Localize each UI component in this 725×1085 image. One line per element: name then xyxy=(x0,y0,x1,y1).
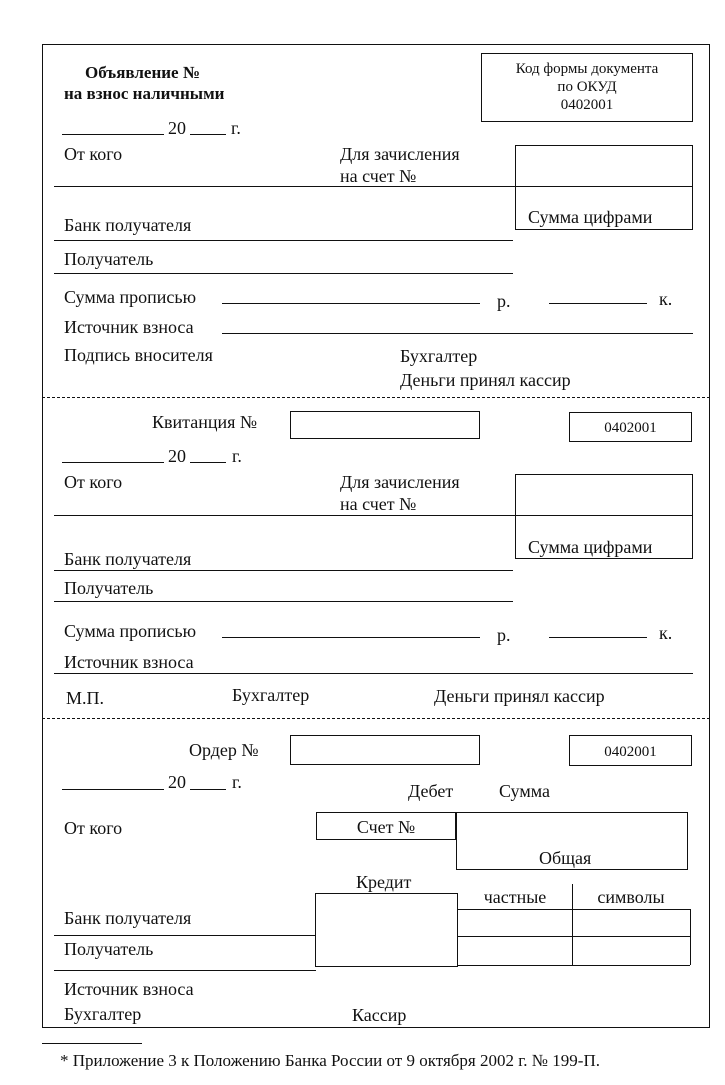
order-code: 0402001 xyxy=(604,744,657,760)
receipt-date-suffix: г. xyxy=(232,446,242,466)
receipt-date-year-line[interactable] xyxy=(190,462,226,463)
receipt-title: Квитанция № xyxy=(152,412,258,432)
credit-label-line2: на счет № xyxy=(340,166,417,186)
okud-code: 0402001 xyxy=(560,97,614,113)
order-total-label: Общая xyxy=(539,848,592,868)
okud-line2: по ОКУД xyxy=(557,79,617,95)
date-year: 20 xyxy=(168,118,186,138)
okud-text xyxy=(481,60,693,114)
kop-label: к. xyxy=(659,289,673,309)
order-bank-line[interactable] xyxy=(54,935,316,936)
from-label: От кого xyxy=(64,144,123,164)
credit-label xyxy=(340,144,460,186)
order-date-day-line[interactable] xyxy=(62,789,164,790)
order-date-year-line[interactable] xyxy=(190,789,226,790)
okud-line1: Код формы документа xyxy=(515,61,659,77)
receipt-cashier-received: Деньги принял кассир xyxy=(434,686,605,706)
receipt-credit-label xyxy=(340,472,460,514)
cashier-received-label: Деньги принял кассир xyxy=(400,370,571,390)
notice-title xyxy=(82,62,200,84)
receipt-stamp: М.П. xyxy=(66,688,105,708)
receipt-code-box xyxy=(569,412,692,442)
order-title: Ордер № xyxy=(189,740,259,760)
order-partial-label: частные xyxy=(483,887,547,907)
receipt-date-day-line[interactable] xyxy=(62,462,164,463)
date-year-line[interactable] xyxy=(190,134,226,135)
order-date-suffix: г. xyxy=(232,772,242,792)
notice-title-2 xyxy=(64,83,224,105)
order-from-label: От кого xyxy=(64,818,123,838)
order-credit-box[interactable] xyxy=(315,893,458,967)
depositor-signature: Подпись вносителя xyxy=(64,345,213,365)
sum-digits-label: Сумма цифрами xyxy=(528,207,653,227)
receipt-number-box[interactable] xyxy=(290,411,480,439)
order-account-label: Счет № xyxy=(356,817,416,837)
date-year-suffix: г. xyxy=(231,118,241,138)
recipient-line[interactable] xyxy=(54,273,513,274)
notice-title-line1: Объявление № xyxy=(85,63,200,82)
tear-line-2 xyxy=(42,718,710,719)
rub-label: р. xyxy=(497,291,511,311)
order-credit-label: Кредит xyxy=(356,872,412,892)
receipt-accountant: Бухгалтер xyxy=(232,685,310,705)
sum-words-label: Сумма прописью xyxy=(64,287,197,307)
symbols-divider-top xyxy=(572,884,573,966)
receipt-sum-words-label: Сумма прописью xyxy=(64,621,197,641)
credit-label-line1: Для зачисления xyxy=(340,144,460,164)
kop-line[interactable] xyxy=(549,303,647,304)
source-line[interactable] xyxy=(222,333,693,334)
receipt-source-line[interactable] xyxy=(54,673,693,674)
receipt-bank-label: Банк получателя xyxy=(64,549,192,569)
order-sum-label: Сумма xyxy=(499,781,550,801)
accountant-label: Бухгалтер xyxy=(400,346,478,366)
symbols-grid-line-2 xyxy=(458,936,690,937)
symbols-grid-right xyxy=(690,909,691,965)
source-label: Источник взноса xyxy=(64,317,194,337)
receipt-date-year: 20 xyxy=(168,446,186,466)
date-day-line[interactable] xyxy=(62,134,164,135)
receipt-bank-line[interactable] xyxy=(54,570,513,571)
receipt-recipient-line[interactable] xyxy=(54,601,513,602)
receipt-rub-label: р. xyxy=(497,625,511,645)
order-bank-label: Банк получателя xyxy=(64,908,192,928)
order-accountant: Бухгалтер xyxy=(64,1004,142,1024)
bank-line[interactable] xyxy=(54,240,513,241)
receipt-source-label: Источник взноса xyxy=(64,652,194,672)
receipt-kop-line[interactable] xyxy=(549,637,647,638)
receipt-from-label: От кого xyxy=(64,472,123,492)
sum-words-line[interactable] xyxy=(222,303,480,304)
symbols-grid-line-3 xyxy=(458,965,690,966)
order-debit-label: Дебет xyxy=(408,781,454,801)
order-date-year: 20 xyxy=(168,772,186,792)
order-source-label: Источник взноса xyxy=(64,979,194,999)
order-recipient-label: Получатель xyxy=(64,939,154,959)
bank-label: Банк получателя xyxy=(64,215,192,235)
notice-title-line2: на взнос наличными xyxy=(64,84,225,103)
order-recipient-line[interactable] xyxy=(54,970,316,971)
receipt-credit-line1: Для зачисления xyxy=(340,472,460,492)
receipt-recipient-label: Получатель xyxy=(64,578,154,598)
symbols-grid-line-1 xyxy=(458,909,690,910)
footnote: * Приложение 3 к Положению Банка России от 9 октября 2002 г. № 199-П. xyxy=(60,1051,600,1070)
order-number-box[interactable] xyxy=(290,735,480,765)
order-cashier: Кассир xyxy=(352,1005,407,1025)
receipt-code: 0402001 xyxy=(604,420,657,436)
receipt-kop-label: к. xyxy=(659,623,673,643)
footnote-rule xyxy=(42,1043,142,1044)
order-code-box xyxy=(569,735,692,766)
order-symbols-label: символы xyxy=(597,887,665,907)
tear-line-1 xyxy=(42,397,710,398)
receipt-sum-words-line[interactable] xyxy=(222,637,480,638)
receipt-sum-digits-label: Сумма цифрами xyxy=(528,537,653,557)
recipient-label: Получатель xyxy=(64,249,154,269)
receipt-credit-line2: на счет № xyxy=(340,494,417,514)
